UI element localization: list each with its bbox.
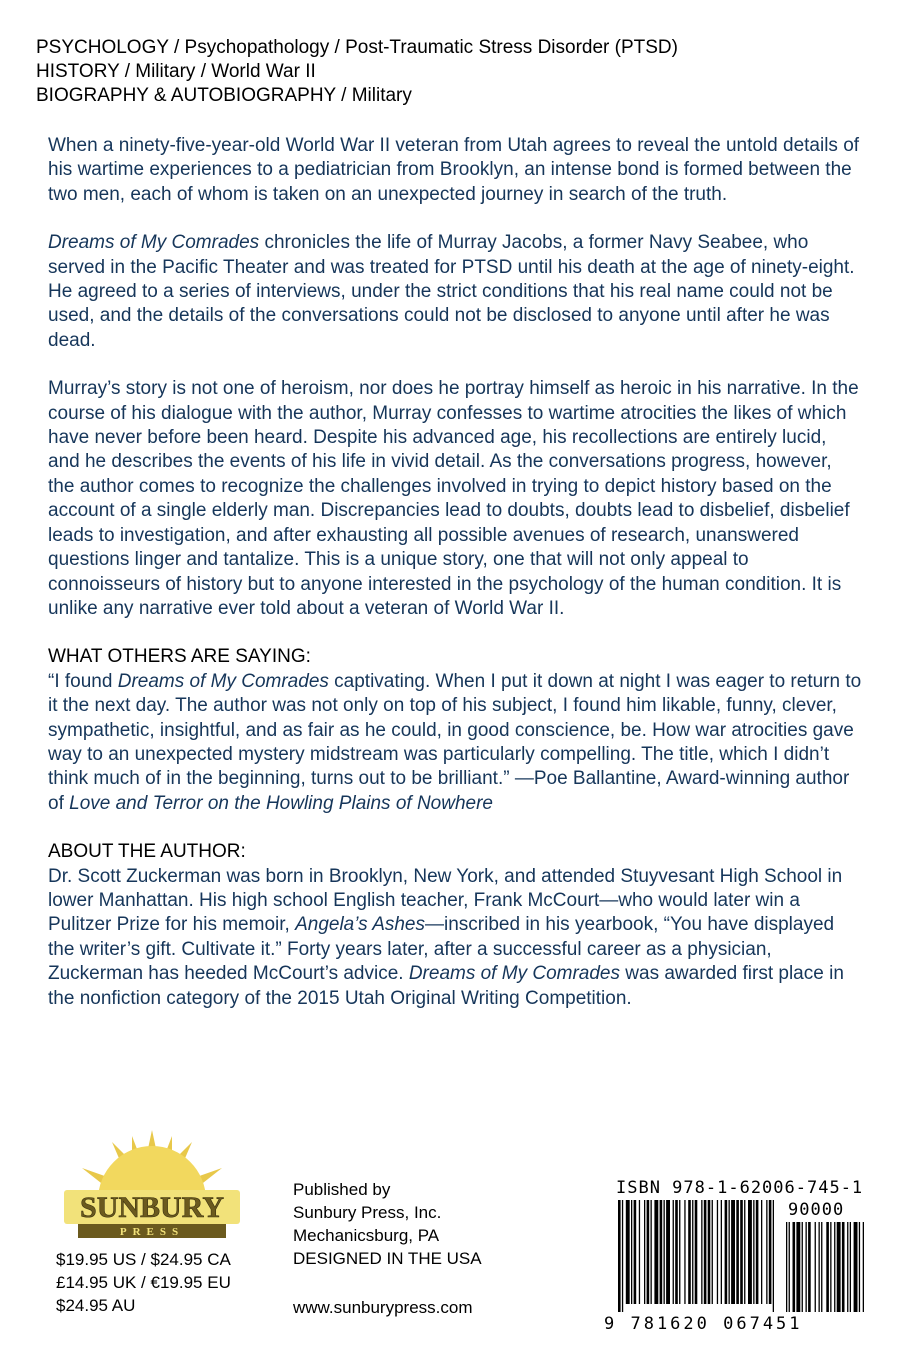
price-line: $24.95 AU — [56, 1296, 136, 1315]
barcode-bar — [695, 1200, 698, 1304]
logo-wordmark: SUNBURY — [80, 1191, 224, 1224]
publisher-line: Mechanicsburg, PA — [293, 1226, 440, 1245]
barcode-bar — [651, 1200, 652, 1304]
logo-subword: PRESS — [119, 1226, 185, 1238]
section-heading: ABOUT THE AUTHOR: — [48, 841, 246, 863]
barcode-bar — [847, 1222, 848, 1312]
barcode-bar — [721, 1200, 722, 1304]
barcode-bar — [736, 1200, 739, 1304]
barcode-bar — [729, 1200, 730, 1304]
sun-logo-graphic — [52, 1128, 252, 1240]
barcode-bar — [819, 1222, 820, 1312]
barcode-bar — [786, 1222, 787, 1312]
barcode-bar — [744, 1200, 745, 1304]
barcode-bar — [618, 1200, 621, 1312]
barcode-bar — [631, 1200, 632, 1304]
barcode-bar — [826, 1222, 829, 1312]
barcode-bar — [793, 1222, 796, 1312]
barcode-bar — [830, 1222, 831, 1312]
barcode-bar — [850, 1222, 851, 1312]
barcode-bar — [634, 1200, 637, 1304]
barcode-bar — [854, 1222, 858, 1312]
barcode-bar — [821, 1222, 822, 1312]
quote-text: captivating. When I put it down at night I was eager to return to it the next day. The author was not only on top of his subject, I found him likable, funny, clever, sympathetic, insightful, and as fair as he could, in good conscience, be. How war atrocities gave way to an unexpected mystery midstream was particularly compelling. The title, which I didn’t think much of in the beginning, turns out to be brilliant.” —Poe Ballantine, Award-winning author of — [48, 670, 862, 814]
praise-section — [48, 645, 863, 816]
bio-text: Dr. Scott Zuckerman was born in Brooklyn, New York, and attended Stuyvesant High School in lower Manhattan. His high school English teacher, Frank McCourt—who would later win a Pulitzer Prize for his memoir, — [48, 865, 843, 936]
barcode-bar — [761, 1200, 762, 1304]
barcode-bar — [796, 1222, 800, 1312]
barcode-bar — [701, 1200, 702, 1304]
publisher-website: www.sunburypress.com — [293, 1298, 473, 1317]
barcode-bar — [688, 1200, 691, 1304]
barcode-bar — [704, 1200, 707, 1304]
book-title: Love and Terror on the Howling Plains of Nowhere — [69, 792, 493, 814]
barcode-bar — [717, 1200, 718, 1304]
barcode-bar — [802, 1222, 803, 1312]
barcode-bar — [666, 1200, 670, 1304]
barcode-bar — [644, 1200, 645, 1304]
price-code: 90000 — [788, 1200, 845, 1220]
book-title: Angela’s Ashes — [295, 914, 425, 936]
barcode-bar — [815, 1222, 816, 1312]
barcode-bar — [660, 1200, 663, 1304]
price-list — [56, 1248, 231, 1317]
blurb-paragraph: When a ninety-five-year-old World War II veteran from Utah agrees to reveal the untold details of his wartime experiences to a pediatrician from Brooklyn, an intense bond is formed between the two men, each of whom is taken on an unexpected journey in search of the truth. — [48, 135, 860, 205]
barcode-bar — [675, 1200, 678, 1304]
isbn-number: ISBN 978-1-62006-745-1 — [616, 1178, 864, 1198]
barcode-bar — [664, 1200, 665, 1304]
barcode-bar — [639, 1200, 640, 1304]
blurb-paragraph: Murray’s story is not one of heroism, nor does he portray himself as heroic in his narrative. In the course of his dialogue with the author, Murray confesses to wartime atrocities the likes of which have never before been heard. Despite his advanced age, his recollections are entirely lucid, and he describes the events of his life in vivid detail. As the conversations progress, however, the author comes to recognize the challenges involved in trying to depict history based on the account of a single elderly man. Discrepancies lead to doubts, doubts lead to disbelief, disbelief leads to investigation, and after exhausting all possible avenues of research, unanswered questions linger and tantalize. This is a unique story, one that will not only appeal to connoisseurs of history but to anyone interested in the psychology of the human condition. It is unlike any narrative ever told about a veteran of World War II. — [48, 378, 859, 619]
publisher-line: Published by — [293, 1180, 391, 1199]
barcode-bar — [773, 1200, 774, 1312]
publisher-line: Sunbury Press, Inc. — [293, 1203, 442, 1222]
barcode-bar — [692, 1200, 693, 1304]
category-line: BIOGRAPHY & AUTOBIOGRAPHY / Military — [36, 85, 412, 106]
publisher-line: DESIGNED IN THE USA — [293, 1249, 482, 1268]
bio-text: was awarded first place in the nonfiction category of the 2015 Utah Original Writing Competition. — [48, 963, 844, 1009]
barcode-bar — [806, 1222, 807, 1312]
barcode-bar — [789, 1222, 790, 1312]
price-line: $19.95 US / $24.95 CA — [56, 1250, 231, 1269]
barcode-bar — [756, 1200, 759, 1304]
book-title: Dreams of My Comrades — [408, 963, 620, 985]
praise-quote — [48, 670, 863, 816]
category-line: PSYCHOLOGY / Psychopathology / Post-Traumatic Stress Disorder (PTSD) — [36, 37, 678, 58]
section-heading: WHAT OTHERS ARE SAYING: — [48, 646, 311, 668]
barcode-bar — [679, 1200, 680, 1304]
barcode-bar — [708, 1200, 711, 1304]
barcode-bar — [753, 1200, 754, 1304]
barcode-digits: 9 781620 067451 — [604, 1314, 803, 1334]
barcode-bar — [673, 1200, 674, 1304]
barcode-bar — [837, 1222, 841, 1312]
barcode-bar — [622, 1200, 623, 1312]
price-line: £14.95 UK / €19.95 EU — [56, 1273, 231, 1292]
barcode-bar — [740, 1200, 743, 1304]
publisher-logo — [52, 1128, 252, 1240]
barcode-bar — [654, 1200, 658, 1304]
bio-text: —inscribed in his yearbook, “You have displayed the writer’s gift. Cultivate it.” Forty years later, after a successful career as a physician, Zuckerman has heeded McCourt’s advice. — [48, 914, 835, 985]
about-author-section — [48, 840, 863, 1011]
barcode-bar — [725, 1200, 728, 1304]
publisher-info — [293, 1178, 482, 1319]
barcode-bar — [748, 1200, 752, 1304]
barcode-bar — [712, 1200, 713, 1304]
barcode-bar — [647, 1200, 650, 1304]
back-cover-text — [48, 134, 863, 1011]
category-line: HISTORY / Military / World War II — [36, 61, 316, 82]
author-bio — [48, 865, 863, 1011]
book-title: Dreams of My Comrades — [48, 232, 260, 254]
barcode-bar — [808, 1222, 811, 1312]
barcode-bar — [863, 1222, 864, 1312]
category-list — [36, 36, 886, 108]
barcode-bar — [684, 1200, 685, 1304]
barcode-bar — [842, 1222, 845, 1312]
blurb-text: chronicles the life of Murray Jacobs, a former Navy Seabee, who served in the Pacific Theater and was treated for PTSD until his death at the age of ninety-eight. He agreed to a series of interviews, under the strict conditions that his real name could not be used, and the details of the conversations could not be disclosed to anyone until after he was dead. — [48, 232, 855, 351]
isbn-barcode — [600, 1178, 870, 1338]
barcode-bar — [626, 1200, 630, 1304]
barcode-bar — [769, 1200, 772, 1304]
barcode-bar — [731, 1200, 735, 1304]
blurb-paragraph — [48, 231, 863, 353]
quote-text: “I found — [48, 670, 118, 692]
barcode-bar — [766, 1200, 767, 1304]
barcode-bar — [859, 1222, 860, 1312]
barcode-bar — [834, 1222, 835, 1312]
book-title: Dreams of My Comrades — [117, 670, 329, 692]
